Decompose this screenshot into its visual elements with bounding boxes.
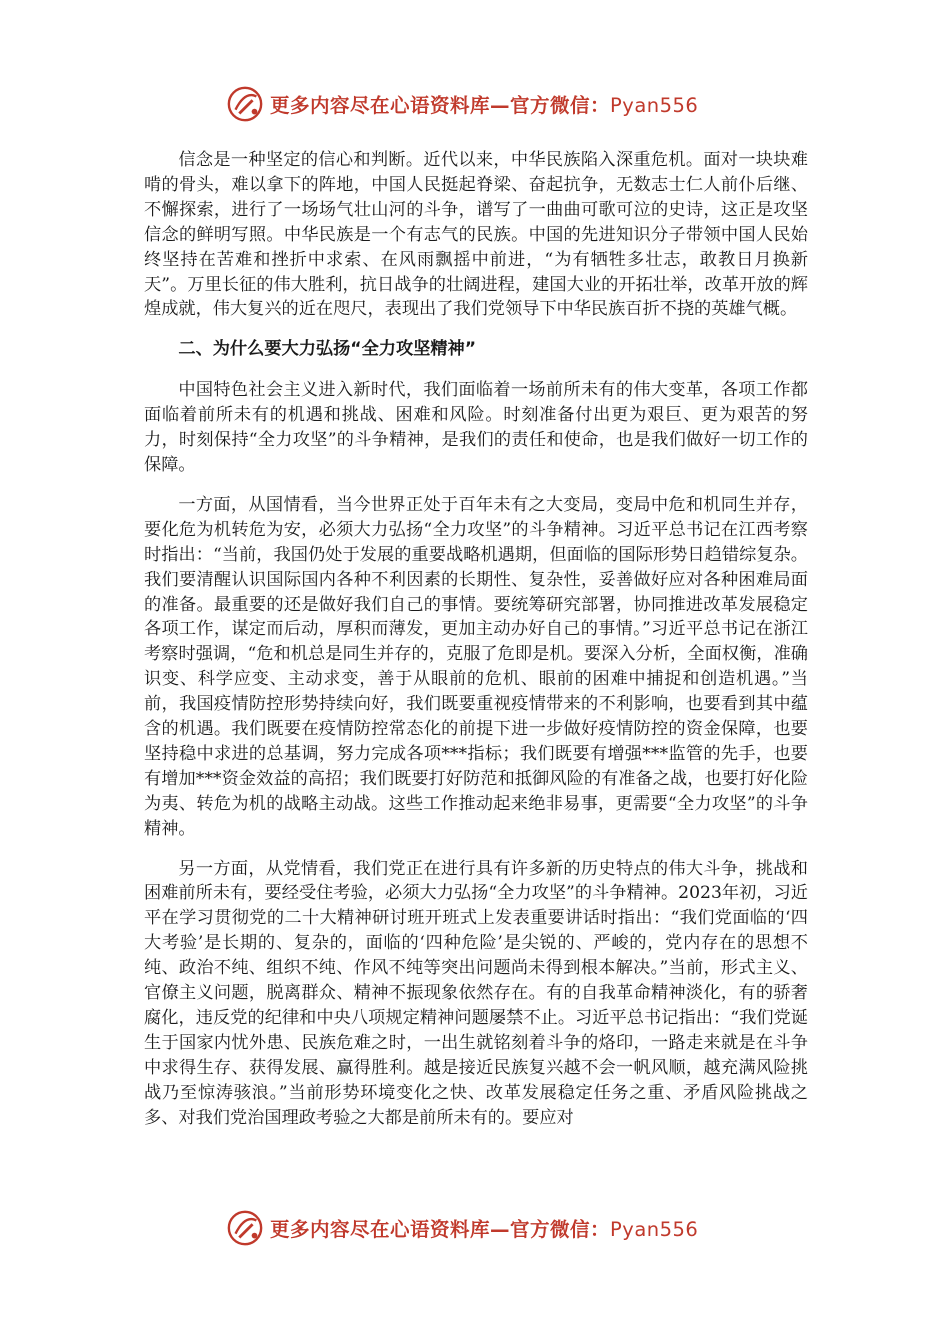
banner-text: 更多内容尽在心语资料库—官方微信：Pyan556 [270, 94, 699, 117]
section-heading-2: 二、为什么要大力弘扬“全力攻坚精神” [178, 339, 476, 360]
brand-logo-icon [226, 85, 264, 123]
paragraph-national-situation: 一方面，从国情看，当今世界正处于百年未有之大变局，变局中危和机同生并存，要化危为机转危为安，必须大力弘扬“全力攻坚”的斗争精神。习近平总书记在江西考察时指出：“当前，我国仍处于发展的重要战略机遇期，但面临的国际形势日趋错综复杂。我们要清醒认识国际国内各种不利因素的长期性、复杂性，妥善做好应对各种困难局面的准备。最重要的还是做好我们自己的事情。要统筹研究部署，协同推进改革发展稳定各项工作，谋定而后动，厚积而薄发，更加主动办好自己的事情。”习近平总书记在浙江考察时强调，“危和机总是同生并存的，克服了危即是机。要深入分析，全面权衡，准确识变、科学应变、主动求变，善于从眼前的危机、眼前的困难中捕捉和创造机遇。”当前，我国疫情防控形势持续向好，我们既要重视疫情带来的不利影响，也要看到其中蕴含的机遇。我们既要在疫情防控常态化的前提下进一步做好疫情防控的资金保障，也要坚持稳中求进的总基调，努力完成各项***指标；我们既要有增强***监管的先手，也要有增加***资金效益的高招；我们既要打好防范和抵御风险的有准备之战，也要打好化险为夷、转危为机的战略主动战。这些工作推动起来绝非易事，更需要“全力攻坚”的斗争精神。 [144, 494, 808, 839]
banner-text: 更多内容尽在心语资料库—官方微信：Pyan556 [270, 1218, 699, 1241]
paragraph-new-era: 中国特色社会主义进入新时代，我们面临着一场前所未有的伟大变革，各项工作都面临着前所未有的机遇和挑战、困难和风险。时刻准备付出更为艰巨、更为艰苦的努力，时刻保持“全力攻坚”的斗争精神，是我们的责任和使命，也是我们做好一切工作的保障。 [144, 380, 808, 475]
header-watermark-banner [226, 84, 726, 124]
footer-watermark-banner [226, 1208, 726, 1248]
brand-logo-icon [226, 1209, 264, 1247]
paragraph-belief: 信念是一种坚定的信心和判断。近代以来，中华民族陷入深重危机。面对一块块难啃的骨头，难以拿下的阵地，中国人民挺起脊梁、奋起抗争，无数志士仁人前仆后继、不懈探索，进行了一场场气壮山河的斗争，谱写了一曲曲可歌可泣的史诗，这正是攻坚信念的鲜明写照。中华民族是一个有志气的民族。中国的先进知识分子带领中国人民始终坚持在苦难和挫折中求索、在风雨飘摇中前进，“为有牺牲多壮志，敢教日月换新天”。万里长征的伟大胜利，抗日战争的壮阔进程，建国大业的开拓壮举，改革开放的辉煌成就，伟大复兴的近在咫尺，表现出了我们党领导下中华民族百折不挠的英雄气概。 [144, 150, 808, 320]
paragraph-party-situation: 另一方面，从党情看，我们党正在进行具有许多新的历史特点的伟大斗争，挑战和困难前所未有，要经受住考验，必须大力弘扬“全力攻坚”的斗争精神。2023年初，习近平在学习贯彻党的二十大精神研讨班开班式上发表重要讲话时指出：“我们党面临的‘四大考验’是长期的、复杂的，面临的‘四种危险’是尖锐的、严峻的，党内存在的思想不纯、政治不纯、组织不纯、作风不纯等突出问题尚未得到根本解决。”当前，形式主义、官僚主义问题，脱离群众、精神不振现象依然存在。有的自我革命精神淡化，有的骄奢腐化，违反党的纪律和中央八项规定精神问题屡禁不止。习近平总书记指出：“我们党诞生于国家内忧外患、民族危难之时，一出生就铭刻着斗争的烙印，一路走来就是在斗争中求得生存、获得发展、赢得胜利。越是接近民族复兴越不会一帆风顺，越充满风险挑战乃至惊涛骇浪。”当前形势环境变化之快、改革发展稳定任务之重、矛盾风险挑战之多、对我们党治国理政考验之大都是前所未有的。要应对 [144, 858, 808, 1128]
document-body [144, 148, 808, 1146]
